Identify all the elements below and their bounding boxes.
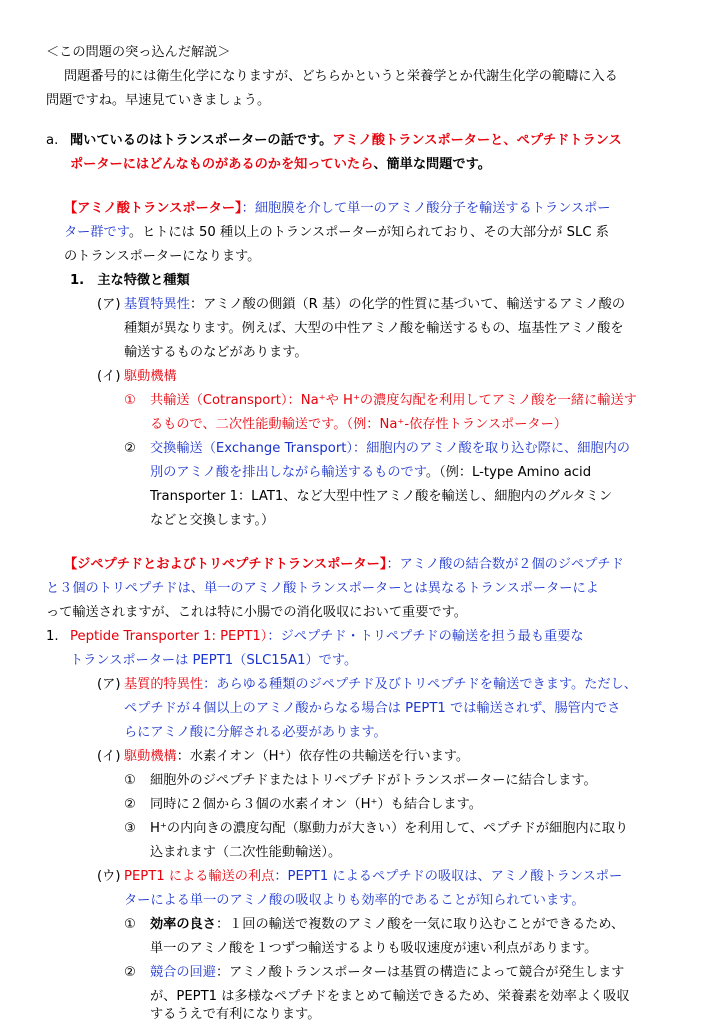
amino-c2-marker: ② <box>124 441 136 456</box>
peptide-b2-text: 同時に２個から３個の水素イオン（H⁺）も結合します。 <box>150 797 482 812</box>
peptide-n1-line-2: トランスポーターは PEPT1（SLC15A1）です。 <box>70 653 358 668</box>
amino-line-2 <box>64 223 609 242</box>
amino-a-line-2: 種類が異なります。例えば、大型の中性アミノ酸を輸送するもの、塩基性アミノ酸を <box>124 321 624 336</box>
peptide-line-1 <box>64 555 624 574</box>
peptide-a-text: ：あらゆる種類のジペプチド及びトリペプチドを輸送できます。ただし、 <box>203 677 637 692</box>
peptide-b1-text: 細胞外のジペプチドまたはトリペプチドがトランスポーターに結合します。 <box>150 773 597 788</box>
amino-def-cont: ター群です <box>64 225 129 240</box>
amino-a-term: 基質特異性 <box>124 297 190 312</box>
amino-a-line-3: 輸送するものなどがあります。 <box>124 345 308 360</box>
peptide-line-3: って輸送されますが、これは特に小腸での消化吸収において重要です。 <box>46 605 467 620</box>
section-a-marker: a. <box>46 133 59 148</box>
peptide-n1-text: ：ジペプチド・トリペプチドの輸送を担う最も重要な <box>267 629 584 644</box>
amino-c1-text: （Cotransport）：Na⁺や H⁺の濃度勾配を利用してアミノ酸を一緒に輸送す <box>189 393 637 408</box>
amino-c1-term: 共輸送 <box>150 393 190 408</box>
amino-heading: 【アミノ酸トランスポーター】 <box>64 201 242 216</box>
peptide-c2-marker: ② <box>124 965 136 980</box>
peptide-b-marker: (イ) <box>97 749 121 764</box>
amino-c2-example: 。（例：L-type Amino acid <box>425 465 592 480</box>
section-a-text-2: 、簡単な問題です。 <box>373 157 491 172</box>
amino-a-text: ：アミノ酸の側鎖（R 基）の化学的性質に基づいて、輸送するアミノ酸の <box>189 297 626 312</box>
peptide-c1-line-1 <box>150 915 624 934</box>
peptide-b1-marker: ① <box>124 773 136 788</box>
peptide-c1-text: ：１回の輸送で複数のアミノ酸を一気に取り込むことができるため、 <box>215 917 625 932</box>
amino-c2-text: 別のアミノ酸を排出しながら輸送するものです <box>150 465 426 480</box>
section-a-highlight: アミノ酸トランスポーターと、ペプチドトランス <box>332 133 622 148</box>
peptide-c-line-2: ターによる単一のアミノ酸の吸収よりも効率的であることが知られています。 <box>124 893 585 908</box>
amino-c1-marker: ① <box>124 393 136 408</box>
amino-c2-line-4: などと交換します。） <box>150 513 275 528</box>
amino-line-3: のトランスポーターになります。 <box>64 249 261 264</box>
amino-text: 。ヒトには 50 種以上のトランスポーターが知られており、その大部分が SLC 系 <box>128 225 609 240</box>
peptide-n1-marker: 1. <box>46 629 59 644</box>
peptide-a-line-1 <box>124 675 637 694</box>
peptide-b3-marker: ③ <box>124 821 136 836</box>
peptide-b3-line-2: 込まれます（二次性能動輸送）。 <box>150 845 342 860</box>
peptide-c1-term: 効率の良さ <box>150 917 216 932</box>
peptide-a-line-3: らにアミノ酸に分解される必要があります。 <box>124 725 387 740</box>
amino-c1-line-1 <box>150 391 637 410</box>
intro-line-1: 問題番号的には衛生化学になりますが、どちらかというと栄養学とか代謝生化学の範疇に入る <box>64 69 618 84</box>
peptide-c-term: PEPT1 による輸送の利点 <box>124 869 275 884</box>
amino-subheading: 1. 主な特徴と種類 <box>70 273 190 288</box>
peptide-b-term: 駆動機構 <box>124 749 177 764</box>
amino-c1-line-2: るもので、二次性能動輸送です。（例：Na⁺-依存性トランスポーター） <box>150 417 567 432</box>
peptide-a-term: 基質的特異性 <box>124 677 204 692</box>
peptide-heading: 【ジペプチドとおよびトリペプチドトランスポーター】 <box>64 557 387 572</box>
intro-line-2: 問題ですね。早速見ていきましょう。 <box>46 93 271 108</box>
section-a-line-1 <box>70 131 622 150</box>
peptide-n1-title: Peptide Transporter 1: PEPT1） <box>70 629 268 644</box>
page-title: ＜この問題の突っ込んだ解説＞ <box>46 45 231 60</box>
peptide-c2-line-2: が、PEPT1 は多様なペプチドをまとめて輸送できるため、栄養素を効率よく吸収 <box>150 989 630 1004</box>
amino-line-1 <box>64 199 611 218</box>
peptide-c2-term: 競合の回避 <box>150 965 216 980</box>
peptide-c1-marker: ① <box>124 917 136 932</box>
peptide-b-text: ：水素イオン（H⁺）依存性の共輸送を行います。 <box>176 749 470 764</box>
peptide-c2-line-3: するうえで有利になります。 <box>150 1007 321 1022</box>
section-a-highlight-2: ポーターにはどんなものがあるのかを知っていたら <box>70 157 374 172</box>
peptide-c-marker: (ウ) <box>97 869 121 884</box>
peptide-a-line-2: ペプチドが４個以上のアミノ酸からなる場合は PEPT1 では輸送されず、腸管内でさ <box>124 701 621 716</box>
peptide-def: ：アミノ酸の結合数が２個のジペプチド <box>386 557 624 572</box>
peptide-b-line-1 <box>124 747 469 766</box>
peptide-c1-line-2: 単一のアミノ酸を１つずつ輸送するよりも吸収速度が速い利点があります。 <box>150 941 598 956</box>
peptide-b2-marker: ② <box>124 797 136 812</box>
peptide-c-line-1 <box>124 867 622 886</box>
peptide-b3-line-1: H⁺の内向きの濃度勾配（駆動力が大きい）を利用して、ペプチドが細胞内に取り <box>150 821 629 836</box>
amino-a-line-1 <box>124 295 625 314</box>
amino-c2-line-1: 交換輸送（Exchange Transport）：細胞内のアミノ酸を取り込む際に、細胞内の <box>150 441 630 456</box>
amino-def: ：細胞膜を介して単一のアミノ酸分子を輸送するトランスポー <box>241 201 611 216</box>
peptide-line-2: と３個のトリペプチドは、単一のアミノ酸トランスポーターとは異なるトランスポーターによ <box>46 581 599 596</box>
amino-a-marker: (ア) <box>97 297 121 312</box>
peptide-c2-text: ：アミノ酸トランスポーターは基質の構造によって競合が発生します <box>215 965 625 980</box>
peptide-c2-line-1 <box>150 963 624 982</box>
amino-b-term: 駆動機構 <box>124 369 177 384</box>
section-a-text: 聞いているのはトランスポーターの話です。 <box>70 133 333 148</box>
section-a-line-2 <box>70 155 491 174</box>
amino-b-marker: (イ) <box>97 369 121 384</box>
peptide-a-marker: (ア) <box>97 677 121 692</box>
peptide-c-text: ：PEPT1 によるペプチドの吸収は、アミノ酸トランスポー <box>274 869 623 884</box>
amino-c2-line-2 <box>150 463 591 482</box>
peptide-n1-line-1 <box>70 627 584 646</box>
amino-c2-line-3: Transporter 1：LAT1、など大型中性アミノ酸を輸送し、細胞内のグルタミン <box>150 489 613 504</box>
